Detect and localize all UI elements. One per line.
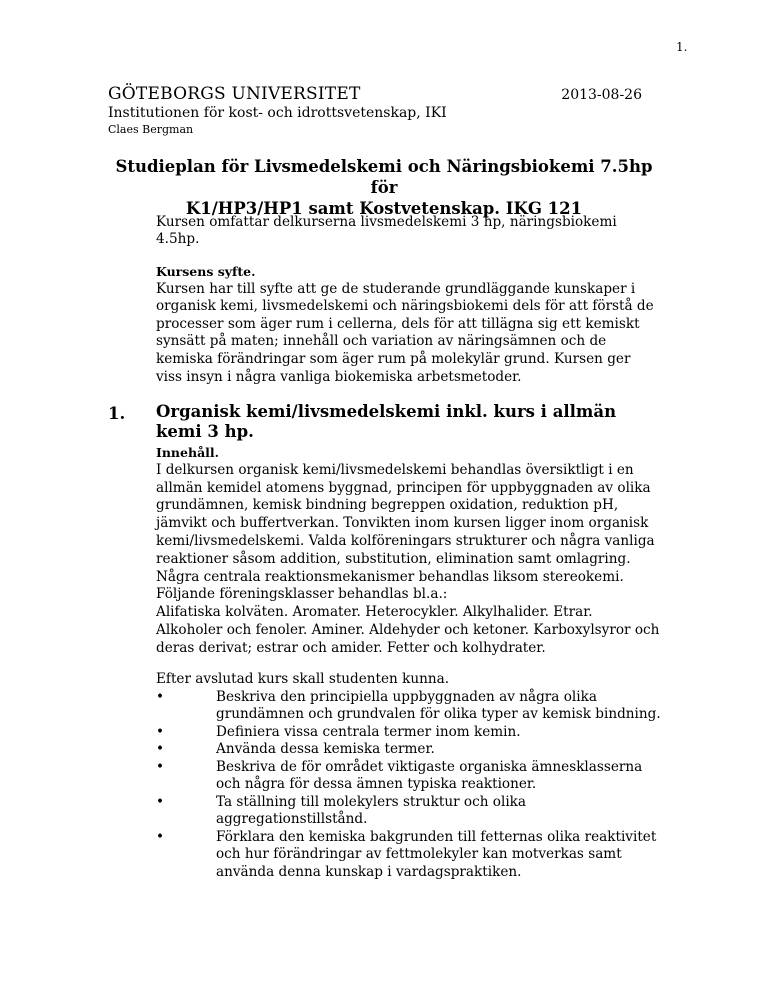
outcomes-list [156, 689, 661, 882]
course-intro: Kursen omfattar delkurserna livsmedelskemi 3 hp, näringsbiokemi 4.5hp. [156, 214, 617, 247]
content-heading: Innehåll. [156, 445, 220, 460]
list-item [156, 794, 661, 829]
header-row [108, 84, 642, 104]
outcome-text: Ta ställning till molekylers struktur och olika aggregationstillstånd. [216, 793, 527, 827]
bullet: • [156, 723, 165, 740]
outcome-text: Förklara den kemiska bakgrunden till fetternas olika reaktivitet och hur förändringar av fettmolekyler kan motverkas samt använda denna kunskap i vardagspraktiken. [216, 828, 657, 880]
list-item [156, 724, 661, 742]
purpose-heading: Kursens syfte. [156, 264, 256, 279]
author-name: Claes Bergman [108, 123, 194, 136]
bullet: • [156, 741, 165, 757]
document-date: 2013-08-26 [561, 87, 642, 103]
institution-name: Institutionen för kost- och idrottsvetenskap, IKI [108, 105, 447, 121]
title-line-1: Studieplan för Livsmedelskemi och Näringsbiokemi 7.5hp för [115, 157, 653, 197]
document-title [100, 156, 668, 219]
bullet: • [156, 758, 165, 775]
list-item [156, 689, 661, 724]
outcome-text: Använda dessa kemiska termer. [216, 741, 435, 757]
list-item [156, 759, 661, 794]
university-name: GÖTEBORGS UNIVERSITET [108, 84, 361, 104]
section-content [156, 444, 661, 658]
page-number: 1. [676, 40, 688, 54]
list-item [156, 741, 661, 759]
outcomes-intro: Efter avslutad kurs skall studenten kunna. [156, 671, 450, 687]
list-item [156, 829, 661, 882]
bullet: • [156, 688, 165, 705]
section-number: 1. [108, 404, 126, 423]
bullet: • [156, 828, 165, 845]
document-header [108, 84, 642, 136]
outcome-text: Beskriva de för området viktigaste organiska ämnesklasserna och några för dessa ämnen typiska reaktioner. [216, 758, 643, 792]
content-text: I delkursen organisk kemi/livsmedelskemi behandlas översiktligt i en allmän kemidel atomens byggnad, principen för uppbyggnaden av olika grundämnen, kemisk bindning begreppen oxidation, reduktion pH, jämvikt och buffertverkan. Tonvikten inom kursen ligger inom organisk kemi/livsmedelskemi. Valda kolföreningars strukturer och några vanliga reaktioner såsom addition, substitution, elimination samt omlagring. Några centrala reaktionsmekanismer behandlas liksom stereokemi. Följande föreningsklasser behandlas bl.a.: [156, 461, 655, 603]
title-line-2: K1/HP3/HP1 samt Kostvetenskap. IKG 121 [185, 199, 583, 218]
outcome-text: Definiera vissa centrala termer inom kemin. [216, 723, 521, 740]
bullet: • [156, 793, 165, 810]
learning-outcomes [156, 671, 661, 881]
course-purpose [156, 263, 656, 386]
compound-classes-line-2: Alkoholer och fenoler. Aminer. Aldehyder och ketoner. Karboxylsyror och deras derivat; estrar och amider. Fetter och kolhydrater. [156, 621, 660, 656]
section-title: Organisk kemi/livsmedelskemi inkl. kurs i allmän kemi 3 hp. [156, 402, 617, 441]
compound-classes-line-1: Alifatiska kolväten. Aromater. Heterocykler. Alkylhalider. Etrar. [156, 604, 593, 621]
purpose-text: Kursen har till syfte att ge de studerande grundläggande kunskaper i organisk kemi, livsmedelskemi och näringsbiokemi dels för att förstå de processer som äger rum i cellerna, dels för att tillägna sig ett kemiskt synsätt på maten; innehåll och variation av näringsämnen och de kemiska förändringar som äger rum på molekylär grund. Kursen ger viss insyn i några vanliga biokemiska arbetsmetoder. [156, 280, 654, 385]
outcome-text: Beskriva den principiella uppbyggnaden av några olika grundämnen och grundvalen för olika typer av kemisk bindning. [216, 688, 661, 722]
